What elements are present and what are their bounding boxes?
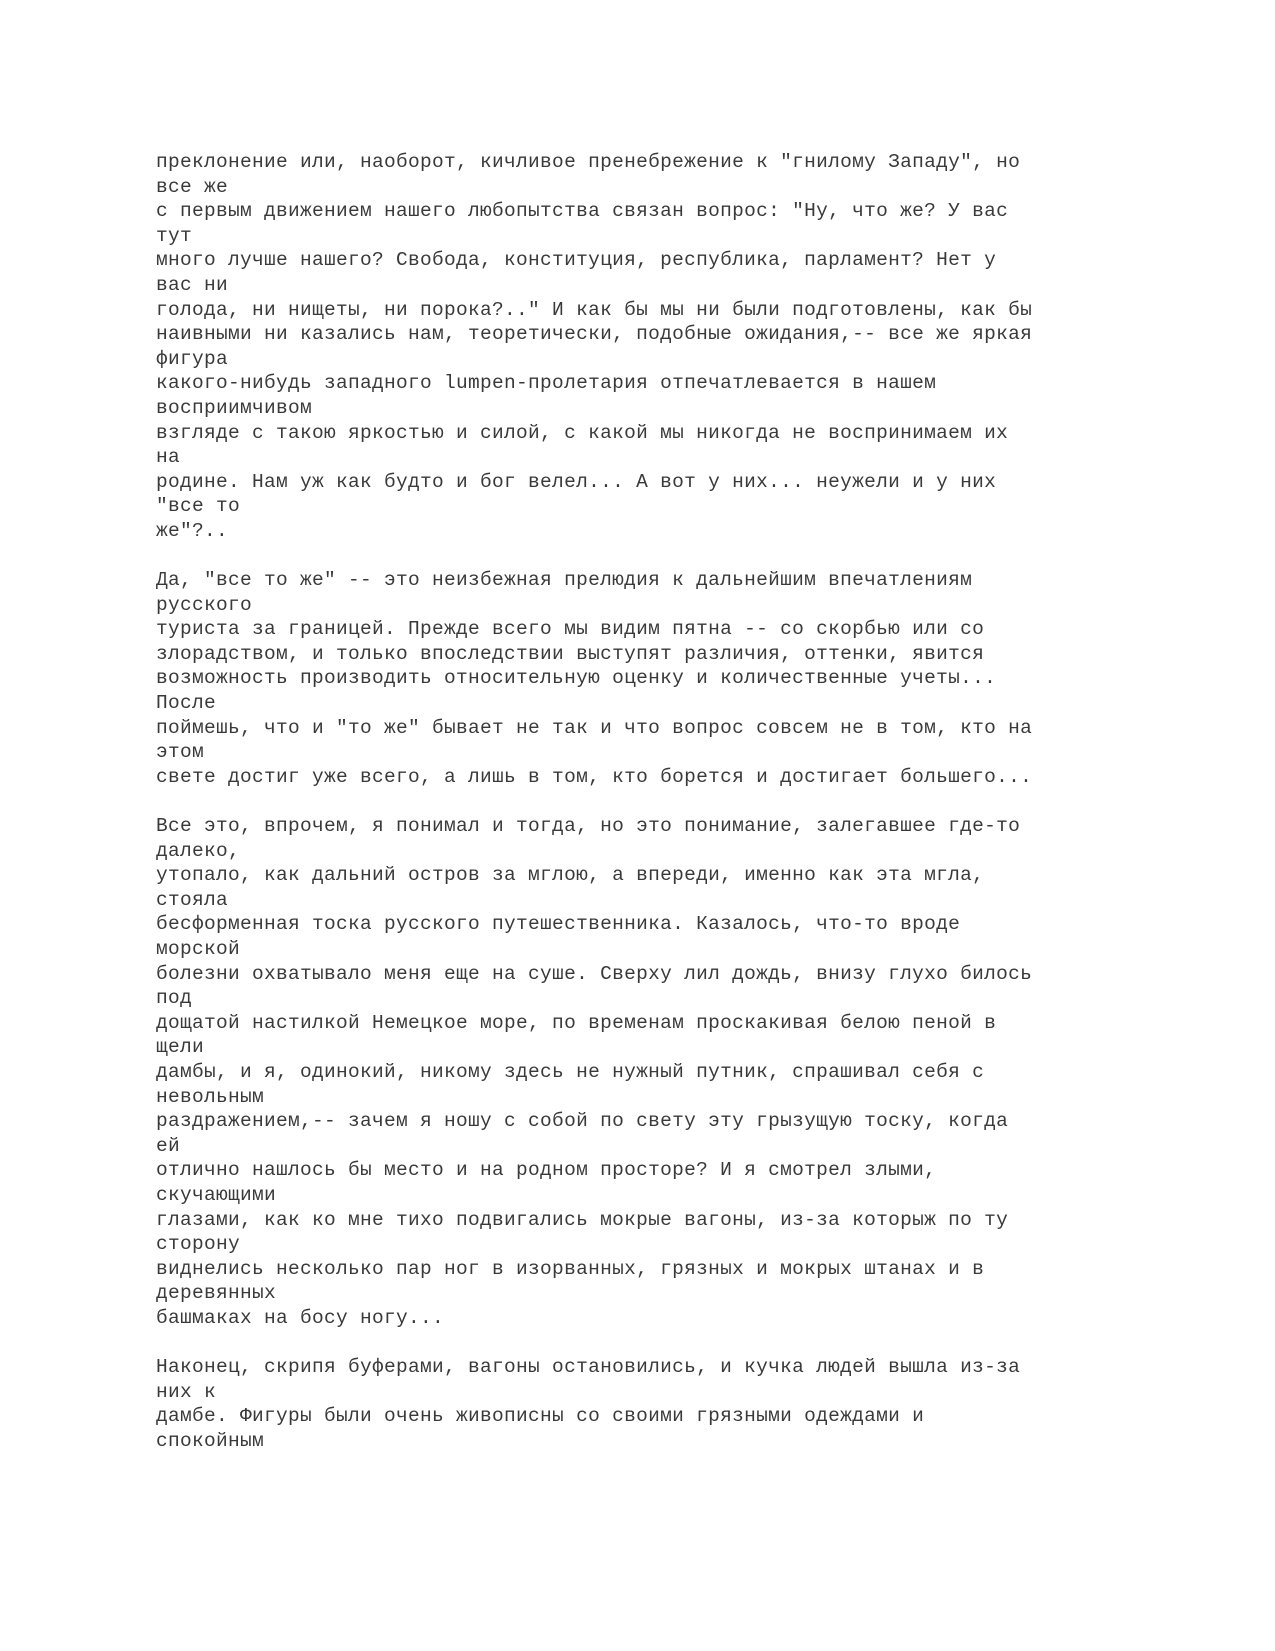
text-line: утопало, как дальний остров за мглою, а впереди, именно как эта мгла, — [156, 864, 985, 887]
text-line: стояла — [156, 888, 229, 911]
text-line: русского — [156, 593, 253, 616]
text-line: щели — [156, 1036, 205, 1059]
text-line: голода, ни нищеты, ни порока?.." И как бы мы ни были подготовлены, как бы — [156, 298, 1033, 321]
text-line: фигура — [156, 347, 229, 370]
text-line: свете достиг уже всего, а лишь в том, кто борется и достигает большего... — [156, 765, 1033, 788]
text-line: скучающими — [156, 1183, 277, 1206]
text-line: под — [156, 987, 193, 1010]
text-line: болезни охватывало меня еще на суше. Сверху лил дождь, внизу глухо билось — [156, 962, 1033, 985]
text-line: наивными ни казались нам, теоретически, подобные ожидания,-- все же яркая — [156, 323, 1033, 346]
text-line: раздражением,-- зачем я ношу с собой по свету эту грызущую тоску, когда — [156, 1110, 1009, 1133]
text-line: Все это, впрочем, я понимал и тогда, но это понимание, залегавшее где-то — [156, 815, 1021, 838]
blank-line — [156, 1331, 1156, 1356]
text-line: деревянных — [156, 1282, 277, 1305]
text-line: вас ни — [156, 273, 229, 296]
text-line: этом — [156, 741, 205, 764]
text-line: с первым движением нашего любопытства связан вопрос: "Ну, что же? У вас — [156, 200, 1009, 223]
text-line: Наконец, скрипя буферами, вагоны остановились, и кучка людей вышла из-за — [156, 1356, 1021, 1379]
text-line: все же — [156, 175, 229, 198]
text-line: дощатой настилкой Немецкое море, по временам проскакивая белою пеной в — [156, 1011, 997, 1034]
text-line: "все то — [156, 495, 241, 518]
text-line: отлично нашлось бы место и на родном просторе? И я смотрел злыми, — [156, 1159, 937, 1182]
text-line: поймешь, что и "то же" бывает не так и что вопрос совсем не в том, кто на — [156, 716, 1033, 739]
text-line: тут — [156, 224, 193, 247]
text-line: башмаках на босу ногу... — [156, 1306, 445, 1329]
text-line: какого-нибудь западного lumpen-пролетария отпечатлевается в нашем — [156, 372, 937, 395]
body-text — [156, 150, 1156, 1453]
text-line: спокойным — [156, 1429, 265, 1452]
text-line: возможность производить относительную оценку и количественные учеты... — [156, 667, 997, 690]
text-line: злорадством, и только впоследствии выступят различия, оттенки, явится — [156, 642, 985, 665]
text-line: на — [156, 446, 181, 469]
text-line: бесформенная тоска русского путешественника. Казалось, что-то вроде — [156, 913, 961, 936]
text-line: Да, "все то же" -- это неизбежная прелюдия к дальнейшим впечатлениям — [156, 569, 973, 592]
text-line: ей — [156, 1134, 181, 1157]
text-line: них к — [156, 1380, 217, 1403]
text-line: взгляде с такою яркостью и силой, с какой мы никогда не воспринимаем их — [156, 421, 1009, 444]
text-line: дамбы, и я, одинокий, никому здесь не нужный путник, спрашивал себя с — [156, 1060, 985, 1083]
text-line: восприимчивом — [156, 396, 313, 419]
text-line: сторону — [156, 1233, 241, 1256]
text-line: невольным — [156, 1085, 265, 1108]
text-line: дамбе. Фигуры были очень живописны со своими грязными одеждами и — [156, 1405, 925, 1428]
text-line: преклонение или, наоборот, кичливое пренебрежение к "гнилому Западу", но — [156, 151, 1021, 173]
text-line: же"?.. — [156, 519, 229, 542]
text-line: туриста за границей. Прежде всего мы видим пятна -- со скорбью или со — [156, 618, 985, 641]
text-line: глазами, как ко мне тихо подвигались мокрые вагоны, из-за которыж по ту — [156, 1208, 1009, 1231]
text-line: далеко, — [156, 839, 241, 862]
text-line: много лучше нашего? Свобода, конституция, республика, парламент? Нет у — [156, 249, 997, 272]
text-line: После — [156, 692, 217, 715]
blank-line — [156, 789, 1156, 814]
text-line: виднелись несколько пар ног в изорванных, грязных и мокрых штанах и в — [156, 1257, 985, 1280]
blank-line — [156, 544, 1156, 569]
text-line: родине. Нам уж как будто и бог велел... А вот у них... неужели и у них — [156, 470, 997, 493]
text-line: морской — [156, 938, 241, 960]
